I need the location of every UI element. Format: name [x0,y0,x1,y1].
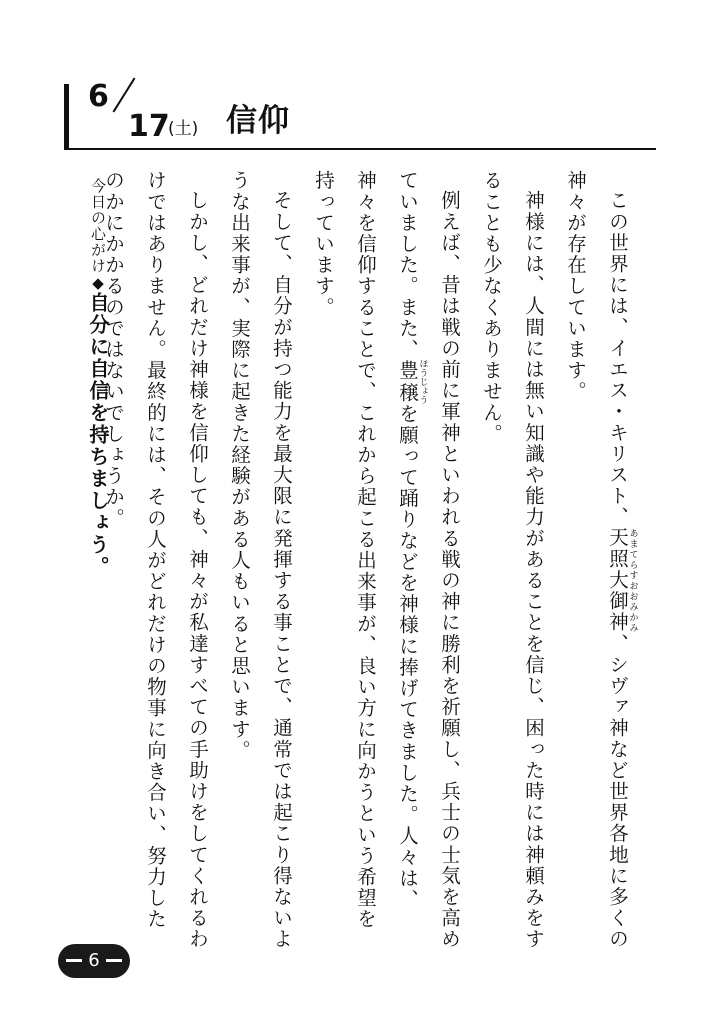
page-number-text: 6 [82,950,105,971]
header-vertical-rule [64,84,69,150]
date-day: 17 [128,109,170,144]
ruby-amaterasu-base: 天照大御神 [606,527,629,633]
ruby-amaterasu [606,527,638,633]
paragraph-2: 神様には、人間には無い知識や能力があることを信じ、困った時には神頼みをすることも少なくありません。 [480,170,545,950]
paragraph-1-part-b: 、シヴァ神など世界各地に多くの神々が存在しています。 [564,170,629,950]
date-weekday: (土) [168,119,199,139]
ruby-houjou-base: 豊穣 [396,359,419,405]
paragraph-1 [554,170,638,950]
ruby-amaterasu-reading: あまてらすおおみかみ [627,527,638,633]
ruby-houjou [396,359,428,405]
motto-text: 自分に自信を持ちましょう。 [86,292,110,578]
paragraph-4: そして、自分が持つ能力を最大限に発揮する事ことで、通常では起こり得ないような出来事が、実際に起きた経験がある人もいると思います。 [228,170,293,950]
page-number-badge [58,944,130,978]
diamond-icon: ◆ [89,274,107,292]
ruby-houjou-reading: ほうじょう [417,359,428,405]
paragraph-5: しかし、どれだけ神様を信仰しても、神々が私達すべての手助けをしてくれるわけではありません。最終的には、その人がどれだけの物事に向き合い、努力したのかにかかるのではないでしょうか。 [102,170,209,950]
header-horizontal-rule [64,148,656,150]
motto-label: 今日の心がけ [89,178,107,274]
page-title: 信仰 [226,103,290,139]
daily-motto [86,178,110,598]
paragraph-3-part-a: 例えば、昔は戦の前に軍神といわれる戦の神に勝利を祈願し、兵士の士気を高めていました。また、 [396,170,461,950]
date-month: 6 [88,79,109,114]
paragraph-1-part-a: この世界には、イエス・キリスト、 [606,189,629,528]
paragraph-3 [302,170,470,950]
body-text [92,170,638,950]
page-number [58,944,130,978]
paragraph-3-part-b: を願って踊りなどを神様に捧げてきました。人々は、神々を信仰することで、これから起こる出来事が、良い方に向かうという希望を持っています。 [312,170,419,930]
date-slash [113,78,136,113]
